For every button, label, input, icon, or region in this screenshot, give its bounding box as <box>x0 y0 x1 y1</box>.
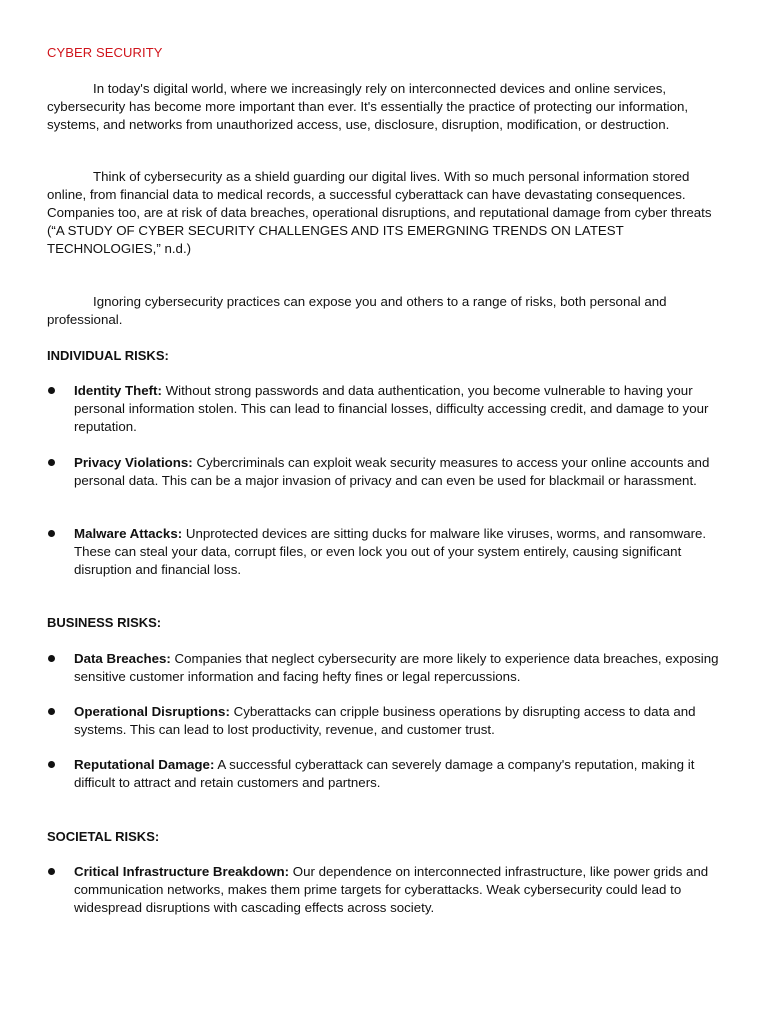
paragraph-intro: In today's digital world, where we increasingly rely on interconnected devices and online services, cybersecurity has become more important than ever. It's essentially the practice of protecting our information, systems, and networks from unauthorized access, use, disclosure, disruption, modification, or destruction. <box>47 81 689 132</box>
item-term: Critical Infrastructure Breakdown: <box>74 864 290 879</box>
bullet-icon <box>48 387 55 394</box>
item-text: Our dependence on interconnected infrastructure, like power grids and communication networks, makes them prime targets for cyberattacks. Weak cybersecurity could lead to widespread disruptions with cascading effects across society. <box>74 864 709 915</box>
item-term: Identity Theft: <box>74 383 162 398</box>
paragraph-risks-intro: Ignoring cybersecurity practices can expose you and others to a range of risks, both personal and professional. <box>47 294 667 327</box>
section-heading-societal-risks: SOCIETAL RISKS: <box>47 829 160 844</box>
paragraph-shield: Think of cybersecurity as a shield guarding our digital lives. With so much personal information stored online, from financial data to medical records, a successful cyberattack can have devastating consequences. Companies too, are at risk of data breaches, operational disruptions, and reputational damage from cyber threats (“A STUDY OF CYBER SECURITY CHALLENGES AND ITS EMERGNING TRENDS ON LATEST TECHNOLOGIES,” n.d.) <box>47 169 712 256</box>
item-term: Privacy Violations: <box>74 455 193 470</box>
list-item <box>47 863 727 917</box>
bullet-icon <box>48 868 55 875</box>
bullet-icon <box>48 761 55 768</box>
item-text: Cyberattacks can cripple business operations by disrupting access to data and systems. This can lead to lost productivity, revenue, and customer trust. <box>74 704 696 737</box>
list-item <box>47 756 727 792</box>
item-text: Unprotected devices are sitting ducks for malware like viruses, worms, and ransomware. These can steal your data, corrupt files, or even lock you out of your system entirely, causing significant disruption and financial loss. <box>74 526 707 577</box>
list-item <box>47 382 727 436</box>
section-heading-business-risks: BUSINESS RISKS: <box>47 615 162 630</box>
item-text: Companies that neglect cybersecurity are more likely to experience data breaches, exposing sensitive customer information and facing hefty fines or legal repercussions. <box>74 651 719 684</box>
bullet-icon <box>48 708 55 715</box>
bullet-icon <box>48 655 55 662</box>
bullet-icon <box>48 530 55 537</box>
bullet-icon <box>48 459 55 466</box>
item-term: Data Breaches: <box>74 651 171 666</box>
item-term: Malware Attacks: <box>74 526 183 541</box>
item-text: Without strong passwords and data authentication, you become vulnerable to having your personal information stolen. This can lead to financial losses, difficulty accessing credit, and damage to your reputation. <box>74 383 709 434</box>
item-term: Operational Disruptions: <box>74 704 230 719</box>
item-term: Reputational Damage: <box>74 757 215 772</box>
list-item <box>47 703 727 739</box>
list-item <box>47 454 727 490</box>
item-text: Cybercriminals can exploit weak security measures to access your online accounts and personal data. This can be a major invasion of privacy and can even be used for blackmail or harassment. <box>74 455 710 488</box>
document-title: CYBER SECURITY <box>47 45 163 60</box>
item-text: A successful cyberattack can severely damage a company's reputation, making it difficult to attract and retain customers and partners. <box>74 757 695 790</box>
list-item <box>47 525 727 579</box>
list-item <box>47 650 727 686</box>
section-heading-individual-risks: INDIVIDUAL RISKS: <box>47 348 169 363</box>
